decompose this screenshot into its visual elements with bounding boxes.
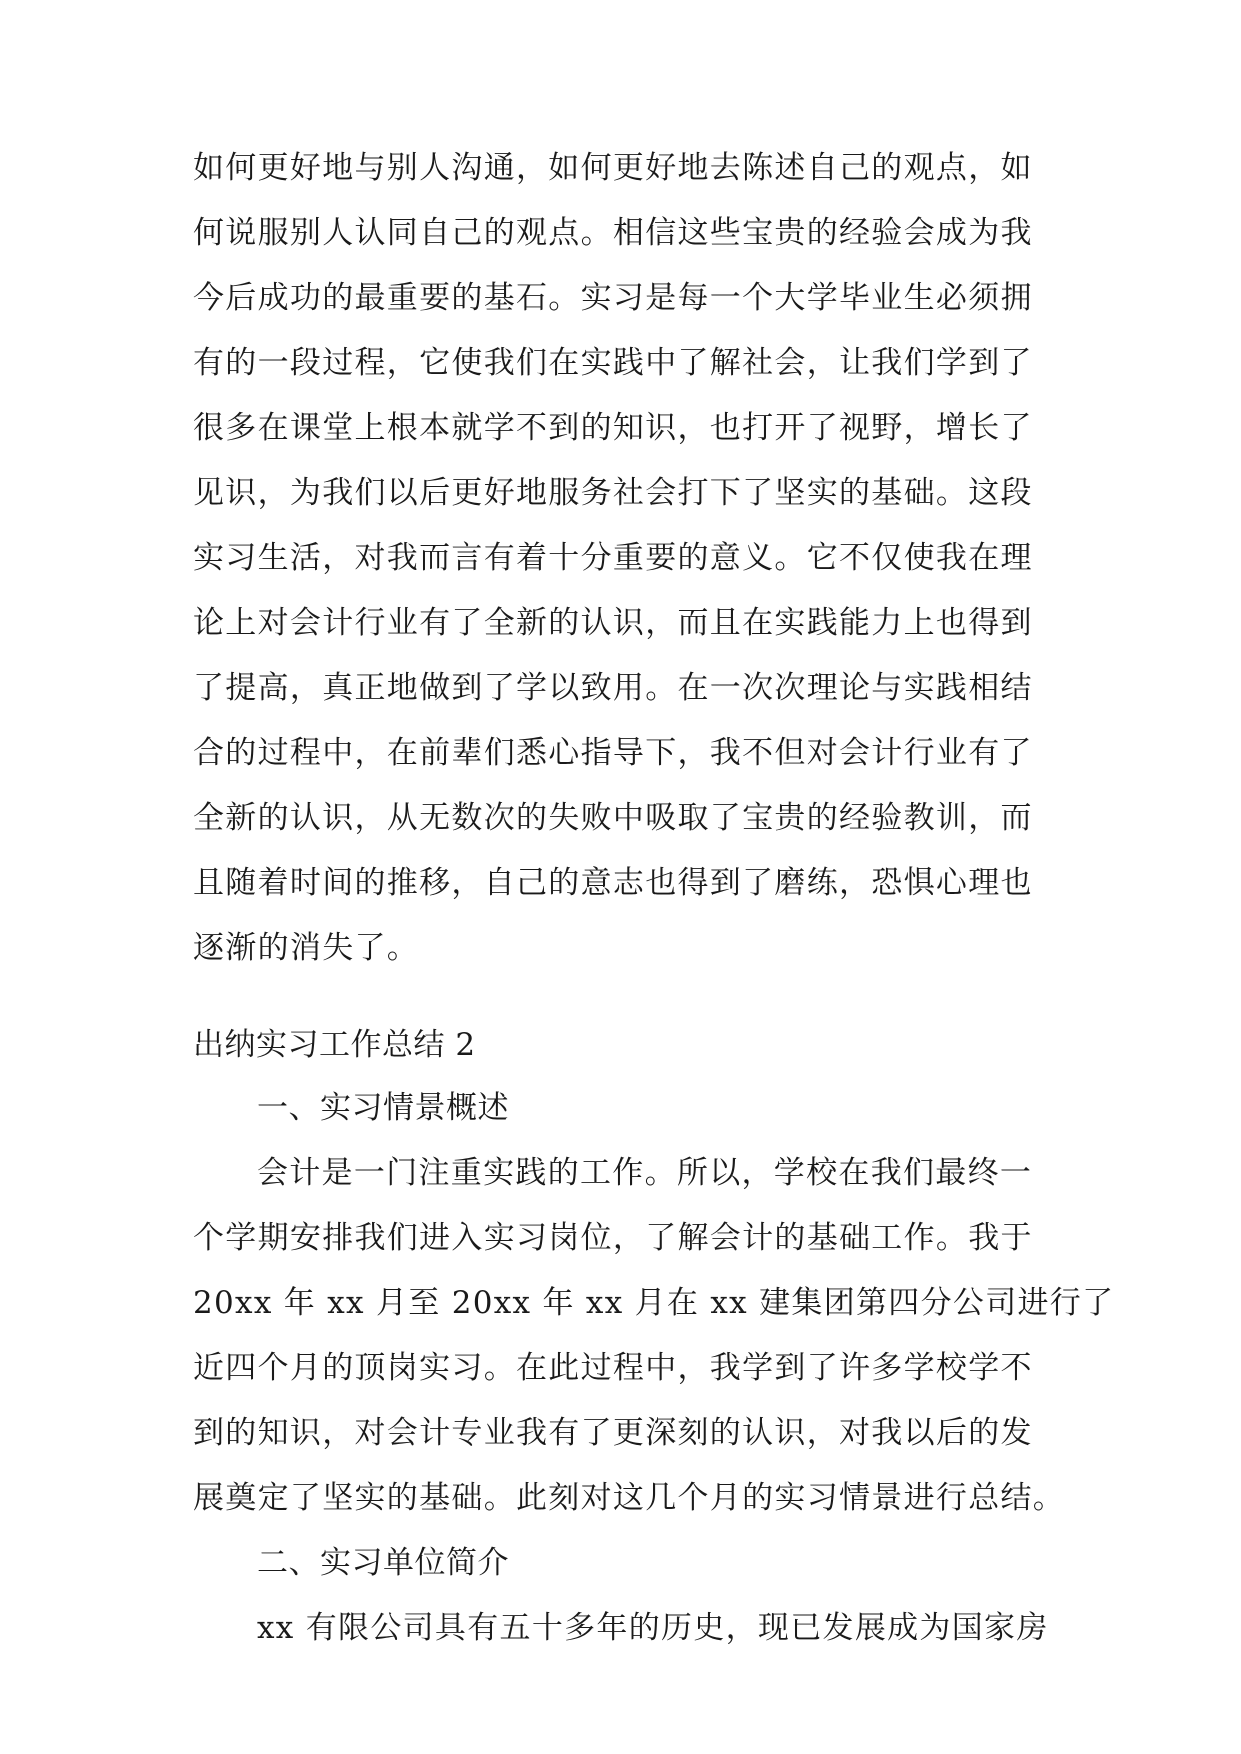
paragraph-line: 见识，为我们以后更好地服务社会打下了坚实的基础。这段 bbox=[193, 475, 1033, 511]
paragraph-line: 论上对会计行业有了全新的认识，而且在实践能力上也得到 bbox=[193, 605, 1033, 641]
paragraph-line: 今后成功的最重要的基石。实习是每一个大学毕业生必须拥 bbox=[193, 280, 1033, 316]
paragraph-line: 会计是一门注重实践的工作。所以，学校在我们最终一 bbox=[257, 1155, 1033, 1191]
paragraph-line: 且随着时间的推移，自己的意志也得到了磨练，恐惧心理也 bbox=[193, 865, 1033, 901]
paragraph-line: 全新的认识，从无数次的失败中吸取了宝贵的经验教训，而 bbox=[193, 800, 1033, 836]
paragraph-line: 近四个月的顶岗实习。在此过程中，我学到了许多学校学不 bbox=[193, 1350, 1033, 1386]
paragraph-line: 个学期安排我们进入实习岗位，了解会计的基础工作。我于 bbox=[193, 1220, 1033, 1256]
paragraph-line: 如何更好地与别人沟通，如何更好地去陈述自己的观点，如 bbox=[193, 150, 1033, 186]
paragraph-line: xx 有限公司具有五十多年的历史，现已发展成为国家房 bbox=[257, 1610, 1049, 1646]
paragraph-line: 实习生活，对我而言有着十分重要的意义。它不仅使我在理 bbox=[193, 540, 1033, 576]
paragraph-line: 逐渐的消失了。 bbox=[193, 930, 420, 966]
paragraph-line: 合的过程中，在前辈们悉心指导下，我不但对会计行业有了 bbox=[193, 735, 1033, 771]
section-title: 出纳实习工作总结 2 bbox=[193, 1027, 476, 1063]
paragraph-line: 20xx 年 xx 月至 20xx 年 xx 月在 xx 建集团第四分公司进行了 bbox=[193, 1285, 1115, 1321]
paragraph-line: 何说服别人认同自己的观点。相信这些宝贵的经验会成为我 bbox=[193, 215, 1033, 251]
paragraph-line: 展奠定了坚实的基础。此刻对这几个月的实习情景进行总结。 bbox=[193, 1480, 1066, 1516]
subheading-overview: 一、实习情景概述 bbox=[257, 1090, 509, 1126]
paragraph-line: 很多在课堂上根本就学不到的知识，也打开了视野，增长了 bbox=[193, 410, 1033, 446]
paragraph-line: 到的知识，对会计专业我有了更深刻的认识，对我以后的发 bbox=[193, 1415, 1033, 1451]
subheading-company: 二、实习单位简介 bbox=[257, 1545, 509, 1581]
paragraph-line: 有的一段过程，它使我们在实践中了解社会，让我们学到了 bbox=[193, 345, 1033, 381]
paragraph-line: 了提高，真正地做到了学以致用。在一次次理论与实践相结 bbox=[193, 670, 1033, 706]
